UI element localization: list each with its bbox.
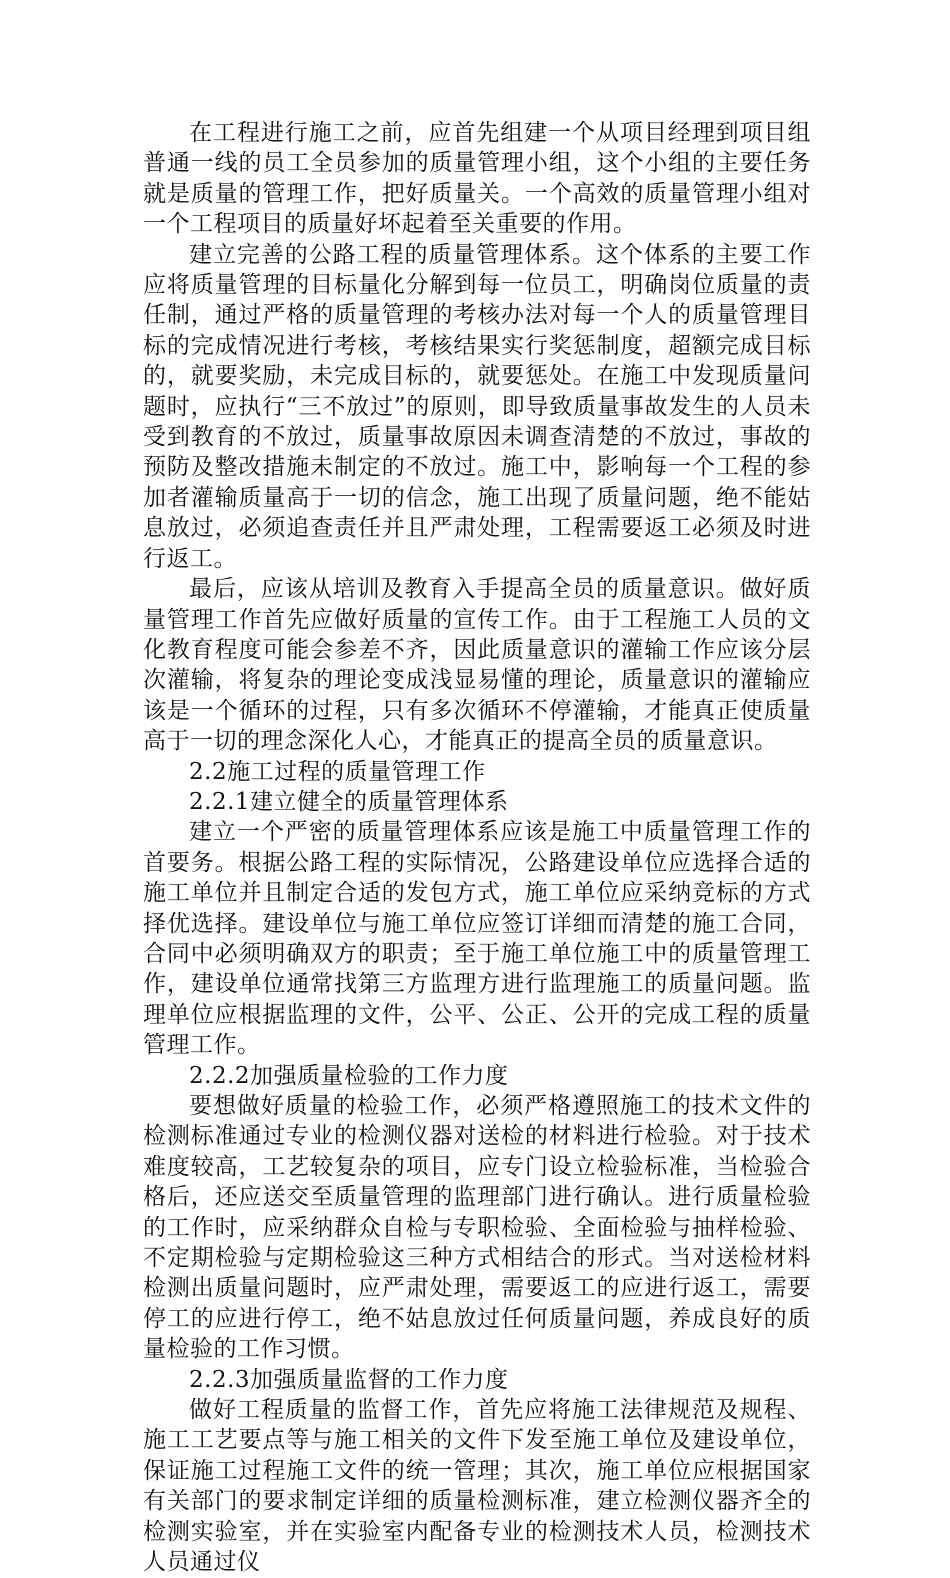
paragraph-quality-inspection: 要想做好质量的检验工作，必须严格遵照施工的技术文件的检测标准通过专业的检测仪器对送检的材料进行检验。对于技术难度较高，工艺较复杂的项目，应专门设立检验标准，当检验合格后，还应送交至质量管理的监理部门进行确认。进行质量检验的工作时，应采纳群众自检与专职检验、全面检验与抽样检验、不定期检验与定期检验这三种方式相结合的形式。当对送检材料检测出质量问题时，应严肃处理，需要返工的应进行返工，需要停工的应进行停工，绝不姑息放过任何质量问题，养成良好的质量检验的工作习惯。 — [143, 1093, 811, 1363]
paragraph-management-system: 建立一个严密的质量管理体系应该是施工中质量管理工作的首要务。根据公路工程的实际情况，公路建设单位应选择合适的施工单位并且制定合适的发包方式，施工单位应采纳竞标的方式择优选择。建设单位与施工单位应签订详细而清楚的施工合同，合同中必须明确双方的职责；至于施工单位施工中的质量管理工作，建设单位通常找第三方监理方进行监理施工的质量问题。监理单位应根据监理的文件，公平、公正、公开的完成工程的质量管理工作。 — [143, 819, 811, 1059]
section-heading-2-2: 2.2施工过程的质量管理工作 — [189, 758, 486, 785]
document-page — [143, 118, 811, 1578]
paragraph-quality-team: 在工程进行施工之前，应首先组建一个从项目经理到项目组普通一线的员工全员参加的质量管理小组，这个小组的主要任务就是质量的管理工作，把好质量关。一个高效的质量管理小组对一个工程项目的质量好坏起着至关重要的作用。 — [143, 120, 811, 238]
paragraph-quality-awareness: 最后，应该从培训及教育入手提高全员的质量意识。做好质量管理工作首先应做好质量的宣传工作。由于工程施工人员的文化教育程度可能会参差不齐，因此质量意识的灌输工作应该分层次灌输，将复杂的理论变成浅显易懂的理论，质量意识的灌输应该是一个循环的过程，只有多次循环不停灌输，才能真正使质量高于一切的理念深化人心，才能真正的提高全员的质量意识。 — [143, 576, 811, 755]
section-heading-2-2-1: 2.2.1建立健全的质量管理体系 — [189, 788, 509, 815]
section-heading-2-2-2: 2.2.2加强质量检验的工作力度 — [189, 1062, 509, 1089]
section-heading-2-2-3: 2.2.3加强质量监督的工作力度 — [189, 1366, 509, 1393]
paragraph-quality-system: 建立完善的公路工程的质量管理体系。这个体系的主要工作应将质量管理的目标量化分解到每一位员工，明确岗位质量的责任制，通过严格的质量管理的考核办法对每一个人的质量管理目标的完成情况进行考核，考核结果实行奖惩制度，超额完成目标的，就要奖励，未完成目标的，就要惩处。在施工中发现质量问题时，应执行“三不放过”的原则，即导致质量事故发生的人员未受到教育的不放过，质量事故原因未调查清楚的不放过，事故的预防及整改措施未制定的不放过。施工中，影响每一个工程的参加者灌输质量高于一切的信念，施工出现了质量问题，绝不能姑息放过，必须追查责任并且严肃处理，工程需要返工必须及时进行返工。 — [143, 241, 811, 572]
paragraph-quality-supervision: 做好工程质量的监督工作，首先应将施工法律规范及规程、施工工艺要点等与施工相关的文件下发至施工单位及建设单位，保证施工过程施工文件的统一管理；其次，施工单位应根据国家有关部门的要求制定详细的质量检测标准，建立检测仪器齐全的检测实验室，并在实验室内配备专业的检测技术人员，检测技术人员通过仪 — [143, 1397, 811, 1576]
